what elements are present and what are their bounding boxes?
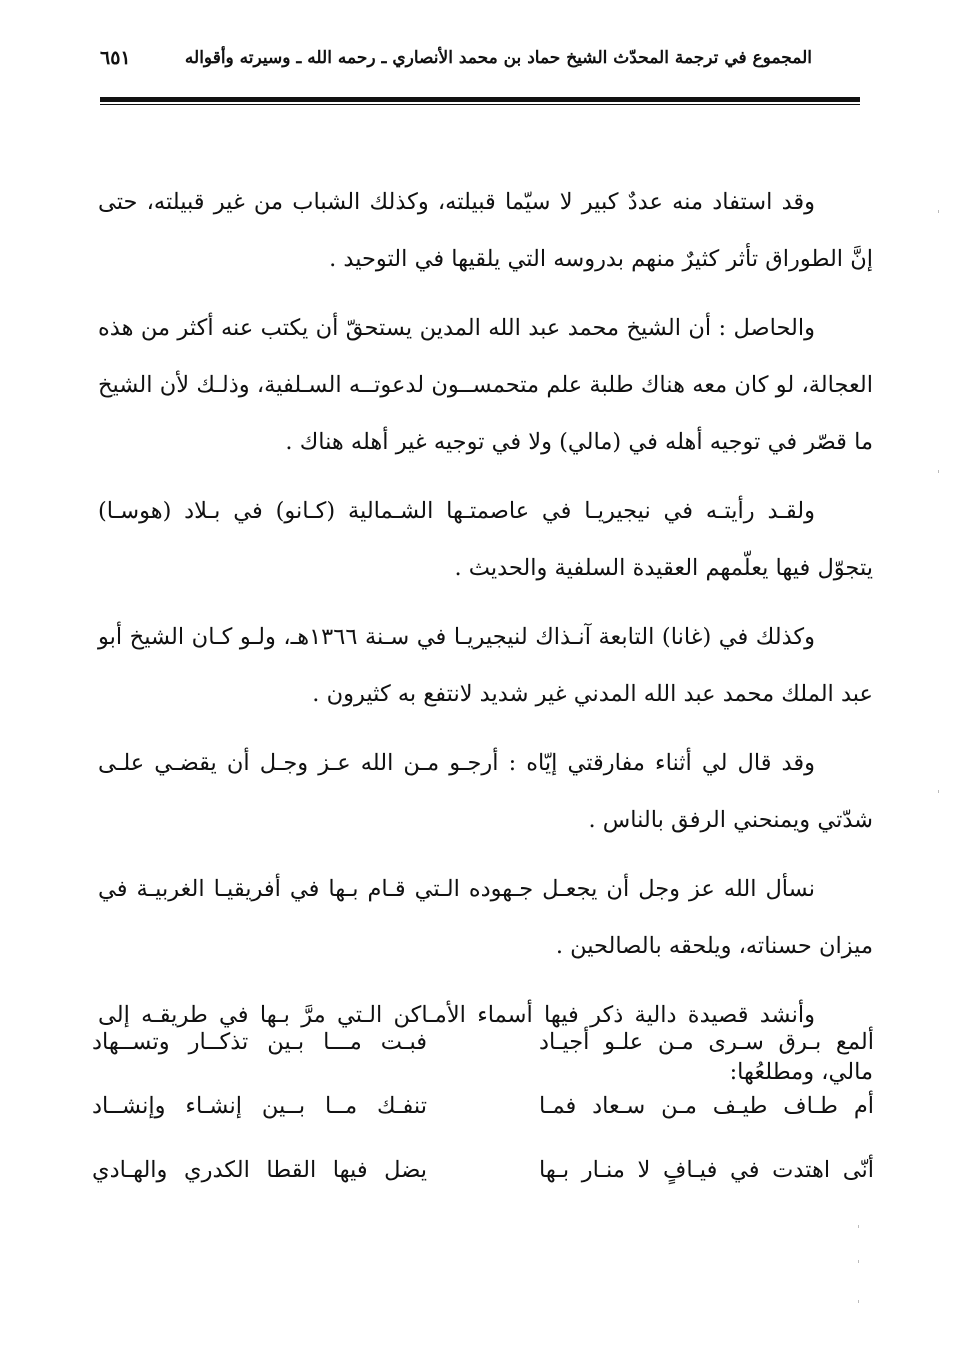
header-rule-thick [100,97,860,102]
verse-line [92,1074,874,1138]
verse-line [92,1010,874,1074]
verse-second-hemistich: فبـت مـــا بـين تذكــار وتســهاد [92,1029,427,1055]
running-title: المجموع في ترجمة المحدّث الشيخ حماد بن محمد الأنصاري ـ رحمه الله ـ وسيرته وأقواله [184,48,812,68]
verse-second-hemistich: يضل فيها القطا الكدري والهـادي [92,1157,427,1183]
paragraph: وقد قال لي أثناء مفارقتي إيّاه : أرجـو مـن الله عـز وجـل أن يقضـي علـى شدّتي ويمنحني الرفق بالناس . [98,750,873,833]
page-number: ٦٥١ [100,47,131,69]
poem-verses [92,1010,874,1202]
running-header [100,40,812,76]
verse-first-hemistich: ألمع بـرق سـرى مـن علـو أجيـاد [539,1029,874,1055]
paragraph: وأنشد قصيدة دالية ذكر فيها أسماء الأمـاكن الـتي مرَّ بـها في طريقـه إلى مالي، ومطلعُها: [98,1002,873,1085]
scan-speck [858,1225,859,1228]
scan-speck [858,1260,859,1263]
paragraph: ولقـد رأيتـه في نيجيريـا في عاصمتـها الشـمالية (كـانو) في بـلاد (هوسـا) يتجوّل فيها يعلّمهم العقيدة السلفية والحديث . [98,498,873,581]
verse-first-hemistich: أم طـاف طيـف مـن سـعاد فمـا [539,1093,874,1119]
scan-speck [938,210,939,213]
scan-speck [938,790,939,793]
scan-speck [858,1300,859,1303]
header-rule-thin [100,104,860,105]
paragraph: وقد استفاد منه عددٌ كبير لا سيّما قبيلته، وكذلك الشباب من غير قبيلته، حتى إنَّ الطوراق تأثر كثيرٌ منهم بدروسه التي يلقيها في التوحيد . [98,189,873,272]
verse-second-hemistich: تنفـك مــا بــين إنشـاء وإنشــاد [92,1093,427,1119]
body-text [98,174,873,1113]
paragraph: والحاصل : أن الشيخ محمد عبد الله المدين يستحقّ أن يكتب عنه أكثر من هذه العجالة، لو كان معه هناك طلبة علم متحمســون لدعوتــه السـلفية، وذلـك لأن الشيخ ما قصّر في توجيه أهله في (مالي) ولا في توجيه غير أهله هناك . [98,315,873,455]
paragraph: نسأل الله عز وجل أن يجعـل جـهوده الـتي قـام بـها في أفريقيـا الغربيـة في ميزان حسناته، ويلحقه بالصالحين . [98,876,873,959]
scan-speck [938,470,939,473]
paragraph: وكذلك في (غانا) التابعة آنـذاك لنيجيريـا في سـنة ١٣٦٦هـ، ولـو كـان الشيخ أبو عبد الملك محمد عبد الله المدني غير شديد لانتفع به كثيرون . [98,624,873,707]
verse-line [92,1138,874,1202]
verse-first-hemistich: أنّى اهتدت في فيـافٍ لا منـار بـها [539,1157,874,1183]
